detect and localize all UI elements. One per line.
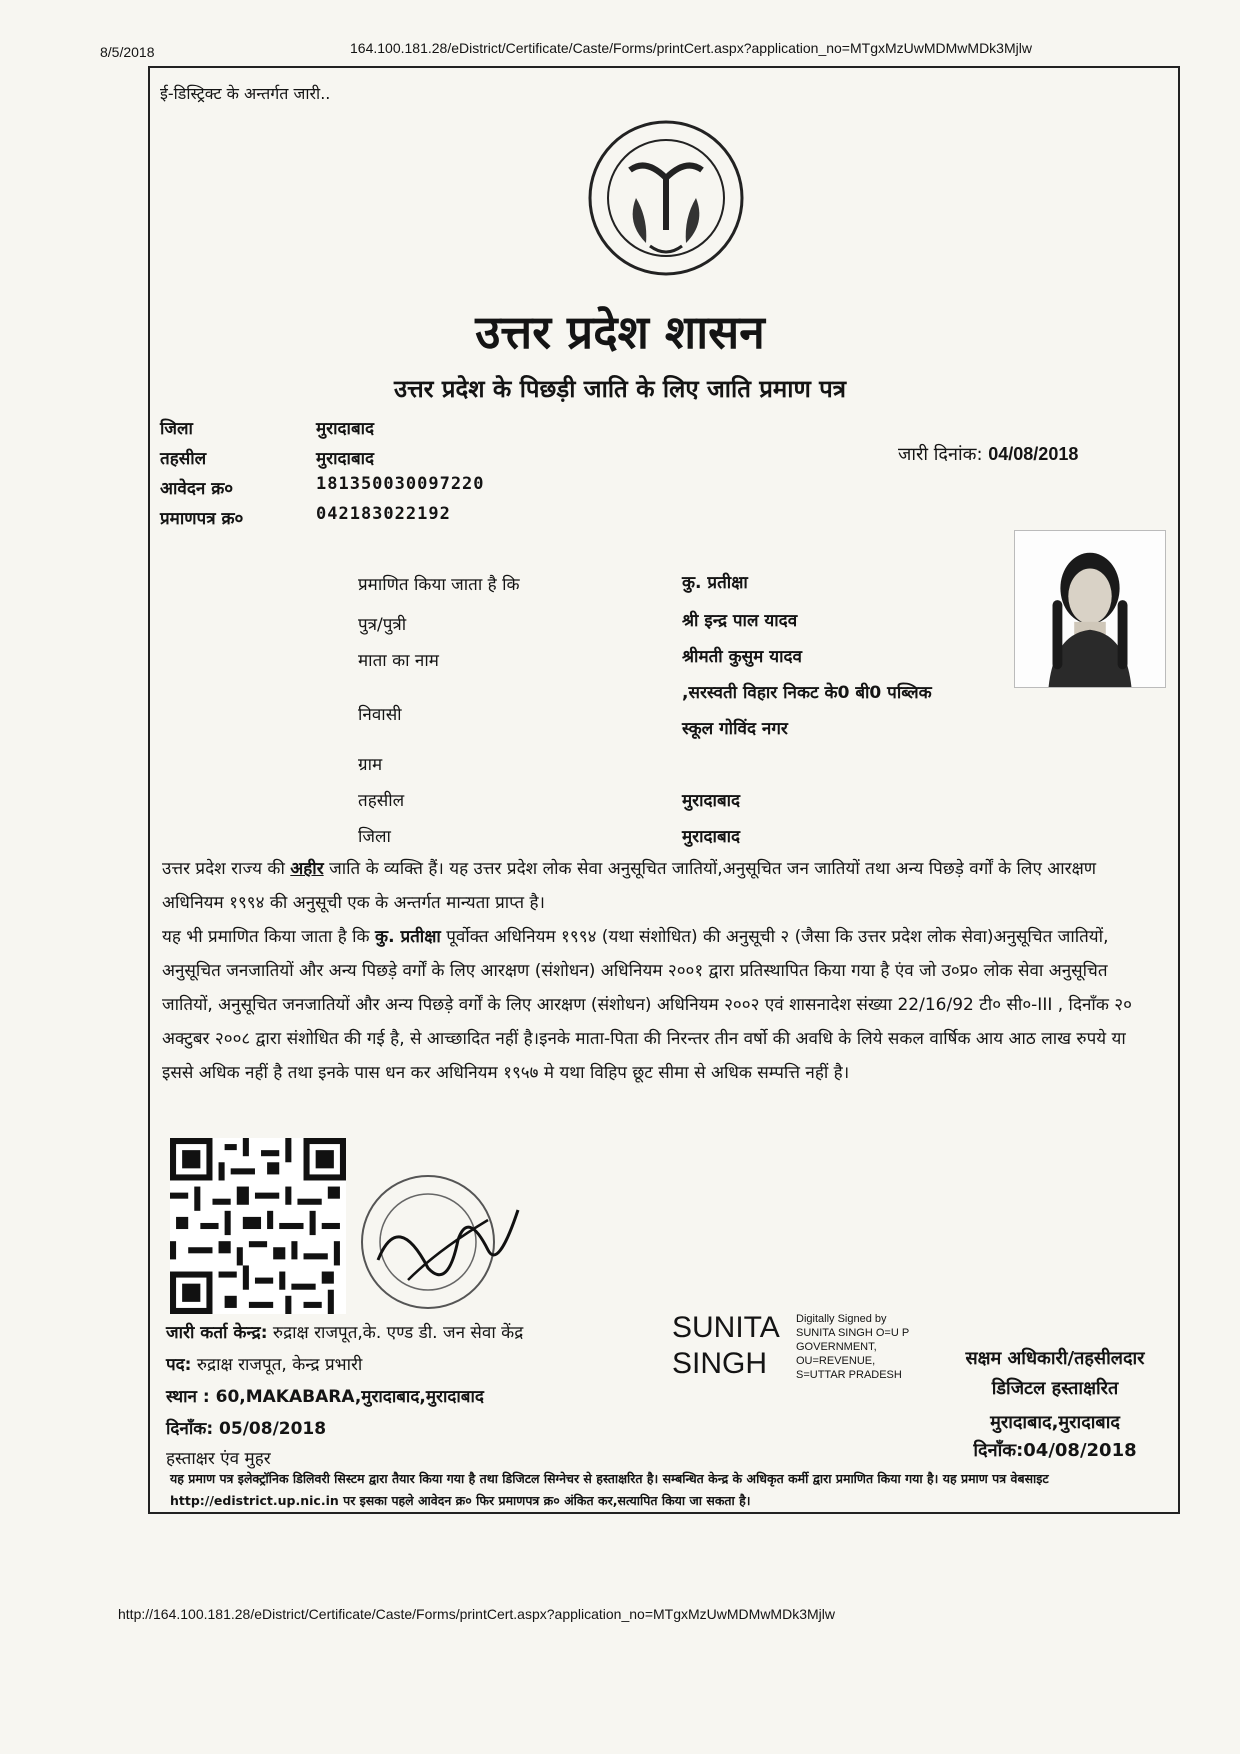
signer-name-line-1: SUNITA <box>672 1311 780 1344</box>
print-date: 8/5/2018 <box>100 44 155 60</box>
issuer-place-label: स्थान : <box>166 1387 210 1407</box>
father-name: श्री इन्द्र पाल यादव <box>682 611 798 631</box>
authority-date-label: दिनाँक: <box>973 1440 1024 1461</box>
up-government-emblem-icon <box>586 118 746 278</box>
application-number-label: आवेदन क्र० <box>160 479 234 499</box>
mother-name: श्रीमती कुसुम यादव <box>682 647 802 667</box>
caste-paragraph <box>162 852 1162 920</box>
issuing-centre-label: जारी कर्ता केन्द्र: <box>166 1323 268 1343</box>
print-url-top: 164.100.181.28/eDistrict/Certificate/Caste/Forms/printCert.aspx?application_no=MTgxMzUwMDMwMDk3Mjlw <box>350 40 1032 56</box>
tehsil-label: तहसील <box>160 449 207 469</box>
signature-meta-line: SUNITA SINGH O=U P <box>796 1327 910 1339</box>
issuer-date-value: 05/08/2018 <box>213 1419 327 1439</box>
digital-signer-name <box>672 1310 780 1382</box>
signature-meta-line: OU=REVENUE, <box>796 1355 876 1367</box>
caste-paragraph-text-a: उत्तर प्रदेश राज्य की <box>162 859 291 879</box>
address-line-2: स्कूल गोविंद नगर <box>682 719 788 739</box>
child-of-label: पुत्र/पुत्री <box>358 615 407 635</box>
district-label: जिला <box>160 419 193 439</box>
field-tehsil-label: तहसील <box>358 791 405 811</box>
field-tehsil-value: मुरादाबाद <box>682 791 741 811</box>
signer-name-line-2: SINGH <box>672 1347 768 1380</box>
certified-label: प्रमाणित किया जाता है कि <box>358 575 520 595</box>
issue-date-label: जारी दिनांक: <box>898 444 983 465</box>
field-district-value: मुरादाबाद <box>682 827 741 847</box>
authority-location: मुरादाबाद,मुरादाबाद <box>990 1412 1120 1433</box>
signature-and-seal-text: हस्ताक्षर एंव मुहर <box>166 1449 271 1469</box>
qr-code <box>170 1138 346 1314</box>
village-label: ग्राम <box>358 755 383 775</box>
certified-name: कु. प्रतीक्षा <box>682 573 748 593</box>
verification-note: यह प्रमाण पत्र इलेक्ट्रॉनिक डिलिवरी सिस्टम द्वारा तैयार किया गया है तथा डिजिटल सिग्नेचर से हस्ताक्षरित है। सम्बन्धित केन्द्र के अधिकृत कर्मी द्वारा प्रमाणित किया गया है। यह प्रमाण पत्र वेबसाइट http://edistrict.up.nic.in पर इसका पहले आवेदन क्र० फिर प्रमाणपत्र क्र० अंकित कर,सत्यापित किया जा सकता है। <box>170 1471 1049 1508</box>
issuing-centre <box>166 1320 523 1343</box>
issuer-post-value: रुद्राक्ष राजपूत, केन्द्र प्रभारी <box>191 1355 363 1375</box>
application-number-value: 181350030097220 <box>316 474 485 494</box>
signature-meta-line: GOVERNMENT, <box>796 1341 877 1353</box>
issuer-post <box>166 1352 362 1375</box>
applicant-photo <box>1014 530 1166 688</box>
certification-text-b: पूर्वोक्त अधिनियम १९९४ (यथा संशोधित) की अनुसूची २ (जैसा कि उत्तर प्रदेश लोक सेवा)अनुसूचित जातियों, अनुसूचित जनजातियों और अन्य पिछड़े वर्गों के लिए आरक्षण (संशोधन) अधिनियम २००१ द्वारा प्रतिस्थापित किया गया है एंव जो उ०प्र० लोक सेवा अनुसूचित जातियों, अनुसूचित जनजातियों और अन्य पिछड़े वर्गों के लिए आरक्षण (संशोधन) अधिनियम २००२ एवं शासनादेश संख्या 22/16/92 टी० सी०-III , दिनाँक २० अक्टुबर २००८ द्वारा संशोधित की गई है, से आच्छादित नहीं है।इनके माता-पिता की निरन्तर तीन वर्षो की अवधि के लिये सकल वार्षिक आय आठ लाख रुपये या इससे अधिक नहीं है तथा इनके पास धन कर अधिनियम १९५७ मे यथा विहिप छूट सीमा से अधिक सम्पत्ति नहीं है। <box>162 927 1132 1083</box>
digital-signature-details <box>796 1312 909 1382</box>
field-district-label: जिला <box>358 827 391 847</box>
caste-paragraph-text-b: जाति के व्यक्ति हैं। यह उत्तर प्रदेश लोक सेवा अनुसूचित जातियों,अनुसूचित जन जातियों तथा अन्य पिछड़े वर्गों के लिए आरक्षण अधिनियम १९९४ की अनुसूची एक के अन्तर्गत मान्यता प्राप्त है। <box>162 859 1097 913</box>
certificate-subtitle: उत्तर प्रदेश के पिछड़ी जाति के लिए जाति प्रमाण पत्र <box>393 375 847 403</box>
issue-date <box>898 442 1078 466</box>
issue-date-value: 04/08/2018 <box>988 444 1079 464</box>
authority-title: सक्षम अधिकारी/तहसीलदार <box>965 1348 1145 1369</box>
authority-date <box>930 1438 1180 1462</box>
district-value: मुरादाबाद <box>316 419 375 439</box>
issuing-centre-value: रुद्राक्ष राजपूत,के. एण्ड डी. जन सेवा केंद्र <box>267 1323 524 1343</box>
issuer-post-label: पद: <box>166 1355 192 1375</box>
caste-name: अहीर <box>290 859 324 879</box>
seal-and-signature-icon <box>348 1150 528 1330</box>
tehsil-value: मुरादाबाद <box>316 449 375 469</box>
mother-label: माता का नाम <box>358 651 439 671</box>
issuer-date <box>166 1416 326 1439</box>
certification-paragraph <box>162 920 1162 1090</box>
signature-and-seal-label <box>166 1446 271 1469</box>
address-line-1: ,सरस्वती विहार निकट के0 बी0 पब्लिक <box>682 683 932 703</box>
authority-digital-signed: डिजिटल हस्ताक्षरित <box>991 1378 1119 1399</box>
issuer-place <box>166 1384 484 1407</box>
page-title: उत्तर प्रदेश शासन <box>475 305 765 359</box>
resident-label: निवासी <box>358 705 402 725</box>
certificate-number-label: प्रमाणपत्र क्र० <box>160 509 244 529</box>
certification-text-a: यह भी प्रमाणित किया जाता है कि <box>162 927 376 947</box>
issuer-place-value: 60,MAKABARA,मुरादाबाद,मुरादाबाद <box>209 1387 484 1407</box>
issuer-date-label: दिनाँक: <box>166 1419 214 1439</box>
authority-date-value: 04/08/2018 <box>1023 1440 1137 1461</box>
issued-under-note: ई-डिस्ट्रिक्ट के अन्तर्गत जारी.. <box>160 84 331 103</box>
signature-meta-line: Digitally Signed by <box>796 1313 887 1325</box>
certification-name: कु. प्रतीक्षा <box>375 927 441 947</box>
certificate-number-value: 042183022192 <box>316 504 451 524</box>
print-url-bottom: http://164.100.181.28/eDistrict/Certificate/Caste/Forms/printCert.aspx?application_no=MTgxMzUwMDMwMDk3Mjlw <box>118 1606 835 1622</box>
signature-meta-line: S=UTTAR PRADESH <box>796 1369 902 1381</box>
